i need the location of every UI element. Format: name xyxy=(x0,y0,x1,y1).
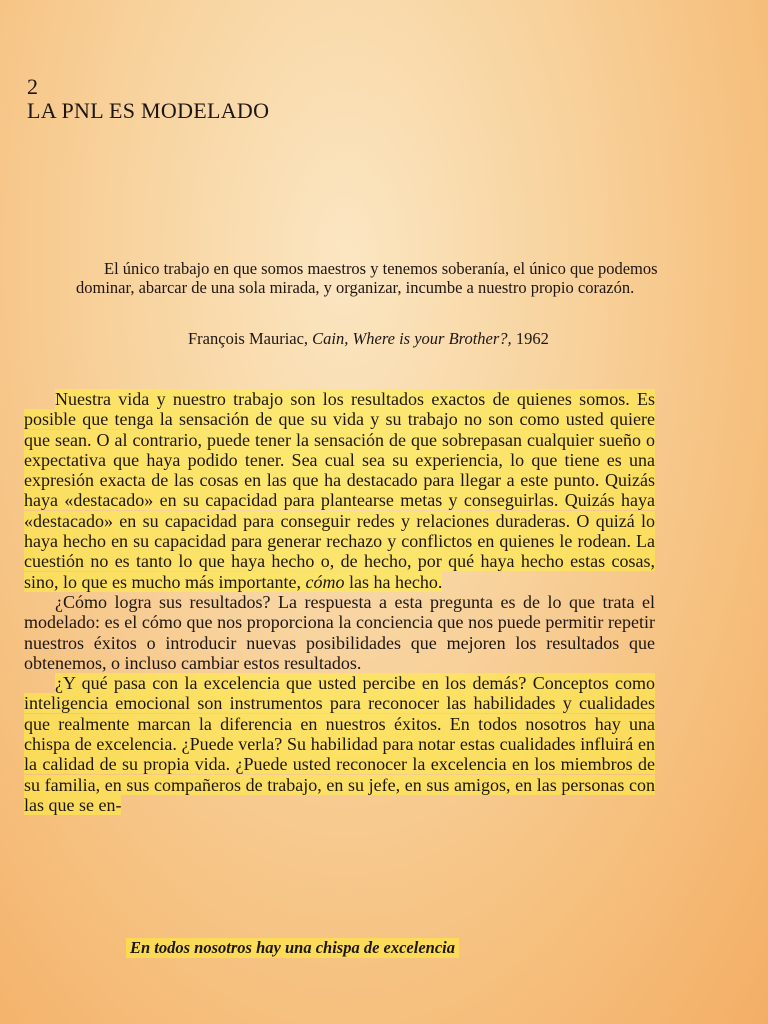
paragraph-3 xyxy=(24,673,655,815)
pull-quote: En todos nosotros hay una chispa de excelencia xyxy=(126,938,459,958)
paragraph-1-end: las ha hecho. xyxy=(344,571,443,592)
chapter-number: 2 xyxy=(27,74,38,99)
chapter-title: LA PNL ES MODELADO xyxy=(27,98,270,123)
paragraph-1-text: Nuestra vida y nuestro trabajo son los resultados exactos de quienes somos. Es posible que tenga la sensación de que su vida y su trabajo no son como usted quiere que sean. O al contrario, puede tener la sensación de que sobrepasan cualquier sueño o expectativa que haya podido tener. Sea cual sea su experiencia, lo que tiene es una expresión exacta de las cosas en las que ha destacado para llegar a este punto. Quizás haya «destacado» en su capacidad para plantearse metas y conseguirlas. Quizás haya «destacado» en su capacidad para conseguir redes y relaciones duraderas. O quizá lo haya hecho en su capacidad para generar rechazo y conflictos en quienes le rodean. La cuestión no es tanto lo que haya hecho o, de hecho, por qué haya hecho estas cosas, sino, lo que es mucho más importante, xyxy=(24,389,655,592)
epigraph-year: 1962 xyxy=(515,329,549,348)
paragraph-1-emphasis: cómo xyxy=(305,571,345,592)
epigraph xyxy=(76,259,660,297)
body-text xyxy=(24,389,655,815)
epigraph-quote: El único trabajo en que somos maestros y tenemos soberanía, el único que podemos dominar, abarcar de una sola mirada, y organizar, incumbe a nuestro propio corazón. xyxy=(76,259,658,297)
epigraph-attribution xyxy=(188,329,549,349)
paragraph-1 xyxy=(24,389,655,592)
paragraph-2: ¿Cómo logra sus resultados? La respuesta a esta pregunta es de lo que trata el modelado: es el cómo que nos proporciona la conciencia que nos puede permitir repetir nuestros éxitos o introducir nuevas posibilidades que mejoren los resultados que obtenemos, o incluso cambiar estos resultados. xyxy=(24,591,655,673)
epigraph-work: Cain, Where is your Brother?, xyxy=(312,329,512,348)
epigraph-author: François Mauriac, xyxy=(188,329,309,348)
paragraph-3-text: ¿Y qué pasa con la excelencia que usted percibe en los demás? Conceptos como inteligencia emocional son instrumentos para reconocer las habilidades y cualidades que realmente marcan la diferencia en nuestros éxitos. En todos nosotros hay una chispa de excelencia. ¿Puede verla? Su habilidad para notar estas cualidades influirá en la calidad de su propia vida. ¿Puede usted reconocer la excelencia en los miembros de su familia, en sus compañeros de trabajo, en su jefe, en sus amigos, en las personas con las que se en- xyxy=(24,673,655,815)
